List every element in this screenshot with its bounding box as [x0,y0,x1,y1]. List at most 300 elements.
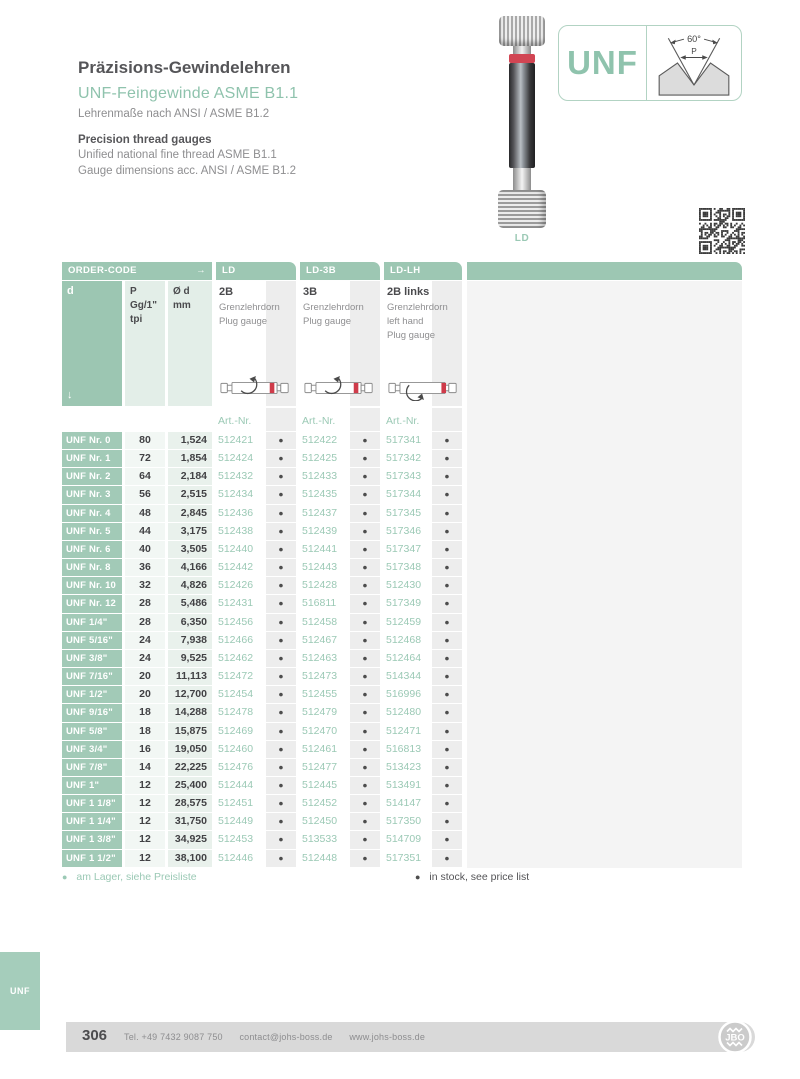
artnr-group [300,559,380,576]
row-label: UNF Nr. 12 [62,595,122,612]
stock-dot: ● [432,559,462,576]
stock-dot: ● [350,650,380,667]
thread-profile-drawing [648,30,740,96]
artnr-value: 512451 [216,795,266,812]
stock-dot: ● [266,813,296,830]
page-title-en: Precision thread gauges [78,134,212,146]
artnr-value: 512480 [384,704,432,721]
stock-dot: ● [266,704,296,721]
artnr-group [384,632,462,649]
row-label: UNF Nr. 4 [62,505,122,522]
gauge-neck-top [513,46,531,54]
diameter-value: 1,854 [168,450,212,467]
stock-dot: ● [432,577,462,594]
tpi-value: 40 [125,541,165,558]
artnr-group [216,668,296,685]
stock-dot-icon: ● [62,872,68,882]
artnr-value: 512438 [216,523,266,540]
artnr-value: 512467 [300,632,350,649]
stock-dot: ● [350,614,380,631]
gauge-handle [509,63,535,168]
page-subtitle-de: UNF-Feingewinde ASME B1.1 [78,85,299,102]
angle-label: 60° [687,33,701,44]
artnr-group [300,523,380,540]
stock-dot: ● [266,468,296,485]
stock-dot: ● [266,432,296,449]
row-label: UNF Nr. 0 [62,432,122,449]
stock-dot: ● [432,541,462,558]
artnr-group [300,468,380,485]
footer-email: contact@johs-boss.de [239,1032,333,1042]
artnr-group [216,686,296,703]
stock-dot: ● [266,668,296,685]
right-panel [467,281,742,868]
artnr-group [300,831,380,848]
artnr-value: 512470 [300,723,350,740]
artnr-value: 516811 [300,595,350,612]
stock-dot: ● [266,595,296,612]
artnr-value: 512478 [216,704,266,721]
tpi-value: 12 [125,795,165,812]
artnr-value: 512436 [216,505,266,522]
artnr-value: 512426 [216,577,266,594]
tpi-value: 48 [125,505,165,522]
stock-dot: ● [350,577,380,594]
unf-badge [558,25,742,101]
stock-dot: ● [432,704,462,721]
stock-dot: ● [266,486,296,503]
artnr-group [300,723,380,740]
diameter-value: 4,826 [168,577,212,594]
row-label: UNF 7/16" [62,668,122,685]
product-header-bar-ld: LD [216,262,296,280]
artnr-value: 512456 [216,614,266,631]
artnr-group [300,432,380,449]
artnr-group [384,650,462,667]
artnr-value: 512477 [300,759,350,776]
artnr-value: 516813 [384,741,432,758]
artnr-value: 512434 [216,486,266,503]
diameter-value: 2,184 [168,468,212,485]
footer-tel: Tel. +49 7432 9087 750 [124,1032,223,1042]
stock-dot: ● [432,795,462,812]
stock-dot: ● [432,523,462,540]
artnr-group [216,704,296,721]
stock-dot: ● [350,723,380,740]
stock-dot: ● [266,523,296,540]
artnr-value: 512439 [300,523,350,540]
artnr-spacer [168,408,212,431]
footer-bar [66,1022,755,1052]
page-title-de: Präzisions-Gewindelehren [78,58,291,77]
stock-dot: ● [266,577,296,594]
row-label: UNF 1 1/8" [62,795,122,812]
tpi-value: 36 [125,559,165,576]
row-label: UNF 1 3/8" [62,831,122,848]
artnr-group [300,741,380,758]
artnr-value: 512421 [216,432,266,449]
page-line-en-1: Unified national fine thread ASME B1.1 [78,149,277,161]
artnr-group [384,468,462,485]
row-label: UNF 1/4" [62,614,122,631]
artnr-group [384,614,462,631]
artnr-group [300,505,380,522]
artnr-group [384,704,462,721]
artnr-value: 512437 [300,505,350,522]
tpi-value: 56 [125,486,165,503]
artnr-value: 512460 [216,741,266,758]
artnr-value: 512433 [300,468,350,485]
diameter-value: 14,288 [168,704,212,721]
artnr-group [300,632,380,649]
artnr-value: 512472 [216,668,266,685]
artnr-group [300,686,380,703]
stock-dot: ● [350,632,380,649]
tpi-value: 12 [125,813,165,830]
artnr-group [384,408,462,431]
artnr-group [300,759,380,776]
page-note-de: Lehrenmaße nach ANSI / ASME B1.2 [78,108,270,120]
artnr-group [300,595,380,612]
stock-dot: ● [350,486,380,503]
row-label: UNF 1/2" [62,686,122,703]
row-label: UNF Nr. 5 [62,523,122,540]
diameter-column-header: Ø d mm [168,281,212,406]
artnr-group [384,813,462,830]
gauge-neck-bottom [513,168,531,190]
artnr-value: 512445 [300,777,350,794]
artnr-group [300,614,380,631]
stock-dot: ● [266,795,296,812]
stock-dot: ● [432,686,462,703]
stock-dot: ● [266,559,296,576]
jbo-logo-text: JBO [725,1032,745,1044]
stock-dot: ● [266,632,296,649]
artnr-label: Art.-Nr. [384,408,432,431]
artnr-value: 512441 [300,541,350,558]
artnr-group [216,432,296,449]
diameter-value: 5,486 [168,595,212,612]
artnr-value: 512473 [300,668,350,685]
stock-dot: ● [350,595,380,612]
artnr-group [384,577,462,594]
right-header-bar [467,262,742,280]
row-label: UNF 3/4" [62,741,122,758]
artnr-group [216,813,296,830]
order-code-bar [62,262,212,280]
qr-code [699,208,745,254]
artnr-value: 512435 [300,486,350,503]
artnr-value: 512468 [384,632,432,649]
badge-label: UNF [567,44,638,81]
artnr-value: 513423 [384,759,432,776]
diameter-value: 25,400 [168,777,212,794]
artnr-group [384,723,462,740]
stock-dot: ● [350,850,380,867]
d-column-header [62,281,122,406]
stock-dot: ● [266,450,296,467]
photo-caption: LD [514,233,530,244]
artnr-value: 517350 [384,813,432,830]
tpi-value: 64 [125,468,165,485]
artnr-group [384,795,462,812]
jbo-logo [717,1019,753,1055]
stock-dot: ● [432,468,462,485]
artnr-value: 512464 [384,650,432,667]
artnr-value: 514147 [384,795,432,812]
diameter-value: 6,350 [168,614,212,631]
legend-row [62,871,742,887]
stock-dot: ● [350,831,380,848]
stock-dot: ● [266,614,296,631]
artnr-value: 517347 [384,541,432,558]
artnr-value: 512424 [216,450,266,467]
diameter-value: 12,700 [168,686,212,703]
legend-de: ● am Lager, siehe Preisliste [62,871,197,883]
artnr-value: 517349 [384,595,432,612]
diameter-value: 28,575 [168,795,212,812]
artnr-value: 517348 [384,559,432,576]
row-label: UNF 5/8" [62,723,122,740]
thread-profile-icon [647,26,741,100]
stock-dot: ● [432,831,462,848]
artnr-group [216,632,296,649]
product-header-bar-ldlh: LD-LH [384,262,462,280]
artnr-group [300,408,380,431]
artnr-group [300,777,380,794]
artnr-value: 512449 [216,813,266,830]
stock-dot: ● [432,432,462,449]
artnr-value: 517345 [384,505,432,522]
artnr-value: 512466 [216,632,266,649]
pitch-column-header: P Gg/1" tpi [125,281,165,406]
diameter-value: 19,050 [168,741,212,758]
diameter-value: 11,113 [168,668,212,685]
stock-dot: ● [350,795,380,812]
tpi-value: 18 [125,723,165,740]
footer-web: www.johs-boss.de [349,1032,426,1042]
artnr-group [300,704,380,721]
artnr-group [384,777,462,794]
diameter-value: 31,750 [168,813,212,830]
page-line-en-2: Gauge dimensions acc. ANSI / ASME B1.2 [78,164,296,177]
artnr-spacer [62,408,122,431]
diameter-value: 3,175 [168,523,212,540]
artnr-group [384,595,462,612]
tpi-value: 24 [125,632,165,649]
artnr-group [216,650,296,667]
artnr-group [300,541,380,558]
diameter-value: 22,225 [168,759,212,776]
artnr-group [216,741,296,758]
artnr-group [300,486,380,503]
order-code-label: ORDER-CODE [68,265,137,276]
artnr-value: 512430 [384,577,432,594]
artnr-group [216,559,296,576]
artnr-group [384,668,462,685]
stock-dot: ● [432,723,462,740]
artnr-group [300,450,380,467]
artnr-value: 512463 [300,650,350,667]
tpi-value: 28 [125,614,165,631]
gauge-red-ring [509,54,535,63]
tpi-value: 44 [125,523,165,540]
stock-dot: ● [432,850,462,867]
artnr-value: 517351 [384,850,432,867]
artnr-label: Art.-Nr. [216,408,266,431]
diameter-value: 2,515 [168,486,212,503]
stock-column [350,408,380,431]
stock-dot: ● [432,668,462,685]
artnr-value: 512448 [300,850,350,867]
product-column-header-ld3b: 3B Grenzlehrdorn Plug gauge [300,281,380,406]
order-table [62,262,742,868]
stock-dot: ● [350,432,380,449]
artnr-value: 512454 [216,686,266,703]
stock-column [432,408,462,431]
product-column-header-ld: 2B Grenzlehrdorn Plug gauge [216,281,296,406]
artnr-value: 512422 [300,432,350,449]
row-label: UNF Nr. 10 [62,577,122,594]
stock-dot: ● [266,831,296,848]
diameter-value: 1,524 [168,432,212,449]
footer-contact [124,1032,439,1042]
stock-dot: ● [350,741,380,758]
tpi-value: 20 [125,686,165,703]
artnr-group [300,850,380,867]
plug-gauge-icon [304,375,374,401]
tpi-value: 18 [125,704,165,721]
artnr-value: 512462 [216,650,266,667]
artnr-group [384,831,462,848]
row-label: UNF 1" [62,777,122,794]
tpi-value: 24 [125,650,165,667]
artnr-group [384,850,462,867]
pitch-label: P [691,46,697,56]
artnr-value: 512443 [300,559,350,576]
page-number: 306 [82,1027,108,1044]
artnr-value: 512471 [384,723,432,740]
stock-dot: ● [266,541,296,558]
tpi-value: 32 [125,577,165,594]
tpi-value: 80 [125,432,165,449]
artnr-value: 512461 [300,741,350,758]
stock-dot: ● [266,686,296,703]
artnr-group [300,668,380,685]
stock-dot: ● [266,759,296,776]
artnr-group [300,813,380,830]
row-label: UNF Nr. 2 [62,468,122,485]
row-label: UNF Nr. 8 [62,559,122,576]
artnr-group [216,795,296,812]
arrow-right-icon: → [196,265,206,276]
artnr-value: 512458 [300,614,350,631]
stock-dot: ● [432,650,462,667]
stock-dot: ● [350,559,380,576]
artnr-value: 512440 [216,541,266,558]
artnr-value: 513533 [300,831,350,848]
stock-dot: ● [350,813,380,830]
artnr-value: 517341 [384,432,432,449]
artnr-group [216,577,296,594]
stock-dot: ● [266,650,296,667]
artnr-value: 512479 [300,704,350,721]
stock-dot: ● [432,614,462,631]
tpi-value: 16 [125,741,165,758]
row-label: UNF 5/16" [62,632,122,649]
row-label: UNF Nr. 1 [62,450,122,467]
tpi-value: 28 [125,595,165,612]
stock-dot: ● [350,468,380,485]
gauge-nogo-end [498,190,546,228]
artnr-value: 517346 [384,523,432,540]
product-header-bar-ld3b: LD-3B [300,262,380,280]
row-label: UNF Nr. 6 [62,541,122,558]
artnr-value: 512444 [216,777,266,794]
arrow-down-icon: ↓ [67,389,73,401]
product-column-header-ldlh: 2B links Grenzlehrdorn left hand Plug gauge [384,281,462,406]
stock-dot: ● [432,486,462,503]
stock-dot: ● [432,777,462,794]
artnr-group [216,850,296,867]
artnr-group [300,795,380,812]
stock-dot: ● [350,686,380,703]
artnr-group [384,486,462,503]
stock-dot: ● [432,595,462,612]
stock-dot: ● [350,704,380,721]
header-block [78,58,298,179]
artnr-group [216,468,296,485]
row-label: UNF 9/16" [62,704,122,721]
stock-dot: ● [350,523,380,540]
artnr-label: Art.-Nr. [300,408,350,431]
artnr-group [216,523,296,540]
artnr-group [384,432,462,449]
diameter-value: 9,525 [168,650,212,667]
artnr-value: 512428 [300,577,350,594]
artnr-value: 517343 [384,468,432,485]
diameter-value: 2,845 [168,505,212,522]
d-label: d [67,285,74,297]
side-tab-unf: UNF [0,952,40,1030]
badge-label-cell [559,26,647,100]
diameter-value: 7,938 [168,632,212,649]
artnr-group [384,523,462,540]
artnr-group [216,450,296,467]
artnr-group [300,577,380,594]
artnr-group [216,486,296,503]
artnr-value: 512452 [300,795,350,812]
plug-gauge-icon [388,375,458,401]
artnr-group [216,408,296,431]
artnr-value: 512453 [216,831,266,848]
artnr-value: 512450 [300,813,350,830]
stock-dot: ● [350,505,380,522]
artnr-value: 512431 [216,595,266,612]
artnr-value: 512432 [216,468,266,485]
stock-dot: ● [350,777,380,794]
artnr-group [216,541,296,558]
artnr-value: 512446 [216,850,266,867]
row-label: UNF 3/8" [62,650,122,667]
artnr-group [216,759,296,776]
row-label: UNF Nr. 3 [62,486,122,503]
diameter-value: 3,505 [168,541,212,558]
tpi-value: 12 [125,831,165,848]
artnr-value: 512425 [300,450,350,467]
stock-dot: ● [266,850,296,867]
stock-dot: ● [350,541,380,558]
